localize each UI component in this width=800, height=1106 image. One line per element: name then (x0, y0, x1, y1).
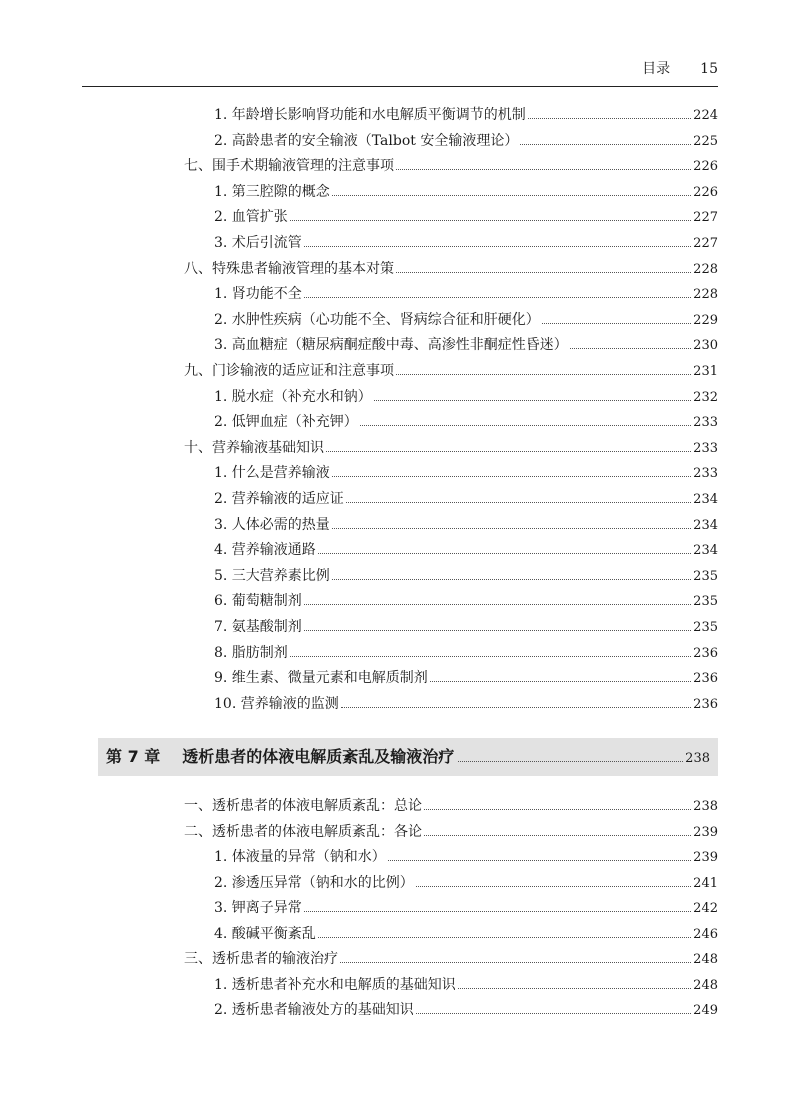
leader-dots (346, 502, 691, 503)
toc-entry-title: 1. 透析患者补充水和电解质的基础知识 (214, 976, 456, 993)
toc-entry-page: 228 (693, 287, 718, 303)
chapter-page: 238 (685, 751, 710, 766)
leader-dots (332, 195, 691, 196)
toc-subsection-entry[interactable] (214, 539, 718, 561)
leader-dots (458, 988, 691, 989)
leader-dots (396, 374, 691, 375)
toc-section-entry[interactable] (184, 437, 718, 459)
toc-entry-page: 234 (693, 492, 718, 507)
toc-entry-page: 241 (693, 875, 718, 891)
chapter-heading[interactable] (106, 744, 710, 770)
toc-entry-page: 238 (693, 799, 718, 814)
toc-section-entry[interactable] (184, 360, 718, 382)
toc-entry-title: 4. 营养输液通路 (214, 542, 316, 559)
toc-entry-title: 二、透析患者的体液电解质紊乱：各论 (184, 823, 422, 840)
leader-dots (326, 451, 691, 452)
toc-section-entry[interactable] (184, 948, 718, 970)
toc-entry-title: 3. 人体必需的热量 (214, 516, 330, 533)
toc-entry-page: 229 (693, 312, 718, 328)
toc-entry-title: 三、透析患者的输液治疗 (184, 951, 338, 967)
leader-dots (340, 962, 691, 963)
toc-entry-page: 231 (693, 364, 718, 379)
toc-subsection-entry[interactable] (214, 616, 718, 638)
toc-entry-title: 3. 高血糖症（糖尿病酮症酸中毒、高渗性非酮症性昏迷） (214, 337, 568, 354)
toc-entry-page: 233 (693, 440, 718, 456)
toc-entry-title: 7. 氨基酸制剂 (214, 619, 302, 635)
toc-entry-page: 232 (693, 389, 718, 405)
toc-entry-page: 249 (693, 1003, 718, 1018)
toc-subsection-entry[interactable] (214, 999, 718, 1021)
page-number: 15 (700, 61, 718, 77)
toc-entry-title: 十、营养输液基础知识 (184, 439, 324, 456)
leader-dots (416, 1013, 691, 1014)
toc-entry-page: 235 (693, 620, 718, 635)
toc-section-entry[interactable] (184, 155, 718, 177)
toc-entry-page: 228 (693, 261, 718, 277)
leader-dots (528, 118, 691, 119)
toc-entry-page: 233 (693, 466, 718, 482)
leader-dots (304, 911, 691, 912)
leader-dots (430, 681, 691, 682)
running-header (642, 58, 718, 78)
toc-subsection-entry[interactable] (214, 974, 718, 996)
toc-entry-title: 1. 脱水症（补充水和钠） (214, 388, 372, 405)
leader-dots (318, 937, 691, 938)
toc-entry-title: 1. 第三腔隙的概念 (214, 183, 330, 200)
toc-subsection-entry[interactable] (214, 232, 718, 254)
toc-subsection-entry[interactable] (214, 693, 718, 715)
toc-entry-title: 九、门诊输液的适应证和注意事项 (184, 363, 394, 379)
toc-entry-page: 234 (693, 543, 718, 559)
toc-entry-page: 236 (693, 696, 718, 712)
toc-subsection-entry[interactable] (214, 897, 718, 919)
chapter-title: 透析患者的体液电解质紊乱及输液治疗 (182, 747, 455, 766)
toc-subsection-entry[interactable] (214, 386, 718, 408)
toc-section-entry[interactable] (184, 821, 718, 843)
toc-subsection-entry[interactable] (214, 334, 718, 356)
toc-entry-title: 6. 葡萄糖制剂 (214, 593, 302, 610)
toc-entry-page: 236 (693, 645, 718, 661)
toc-section-entry[interactable] (184, 258, 718, 280)
leader-dots (542, 323, 691, 324)
toc-entry-page: 227 (693, 236, 718, 251)
toc-entry-title: 9. 维生素、微量元素和电解质制剂 (214, 670, 428, 687)
toc-subsection-entry[interactable] (214, 411, 718, 433)
toc-entry-page: 242 (693, 901, 718, 916)
leader-dots (570, 348, 691, 349)
toc-subsection-entry[interactable] (214, 565, 718, 587)
chapter-number: 第 7 章 (106, 747, 161, 766)
toc-entry-page: 248 (693, 952, 718, 967)
toc-entry-title: 1. 年龄增长影响肾功能和水电解质平衡调节的机制 (214, 107, 526, 123)
leader-dots (318, 553, 691, 554)
leader-dots (416, 886, 691, 887)
toc-entry-page: 226 (693, 184, 718, 200)
toc-entry-title: 八、特殊患者输液管理的基本对策 (184, 260, 394, 277)
toc-entry-title: 1. 什么是营养输液 (214, 465, 330, 482)
toc-entry-page: 224 (693, 108, 718, 123)
toc-entry-page: 246 (693, 926, 718, 942)
toc-entry-title: 8. 脂肪制剂 (214, 644, 288, 661)
leader-dots (458, 761, 683, 762)
leader-dots (520, 144, 691, 145)
leader-dots (360, 425, 691, 426)
toc-entry-page: 236 (693, 671, 718, 687)
toc-entry-page: 225 (693, 133, 718, 149)
toc-entry-title: 2. 渗透压异常（钠和水的比例） (214, 874, 414, 891)
toc-entry-title: 4. 酸碱平衡紊乱 (214, 925, 316, 942)
toc-entry-page: 230 (693, 338, 718, 354)
toc-section-entry[interactable] (184, 795, 718, 817)
toc-entry-page: 235 (693, 568, 718, 584)
toc-entry-title: 1. 肾功能不全 (214, 286, 302, 303)
toc-entry-page: 227 (693, 210, 718, 226)
toc-subsection-entry[interactable] (214, 206, 718, 228)
toc-entry-title: 2. 高龄患者的安全输液（Talbot 安全输液理论） (214, 132, 519, 149)
leader-dots (396, 272, 691, 273)
toc-subsection-entry[interactable] (214, 667, 718, 689)
toc-subsection-entry[interactable] (214, 514, 718, 536)
toc-entry-title: 3. 术后引流管 (214, 235, 302, 251)
leader-dots (332, 528, 691, 529)
leader-dots (341, 707, 691, 708)
section-label: 目录 (642, 61, 671, 77)
leader-dots (424, 835, 691, 836)
toc-subsection-entry[interactable] (214, 181, 718, 203)
toc-entry-page: 239 (693, 824, 718, 840)
toc-entry-page: 234 (693, 517, 718, 533)
toc-subsection-entry[interactable] (214, 130, 718, 152)
toc-entry-title: 2. 低钾血症（补充钾） (214, 414, 358, 431)
toc-entry-title: 3. 钾离子异常 (214, 900, 302, 916)
toc-entry-title: 1. 体液量的异常（钠和水） (214, 849, 386, 865)
leader-dots (396, 169, 691, 170)
leader-dots (290, 220, 691, 221)
toc-subsection-entry[interactable] (214, 309, 718, 331)
leader-dots (304, 246, 691, 247)
toc-entry-page: 248 (693, 977, 718, 993)
toc-entry-page: 235 (693, 594, 718, 610)
toc-subsection-entry[interactable] (214, 462, 718, 484)
leader-dots (332, 579, 691, 580)
toc-entry-page: 233 (693, 415, 718, 431)
toc-entry-title: 10. 营养输液的监测 (214, 695, 339, 712)
header-rule (82, 86, 718, 87)
toc-subsection-entry[interactable] (214, 846, 718, 868)
toc-entry-title: 一、透析患者的体液电解质紊乱：总论 (184, 798, 422, 814)
toc-entry-title: 2. 透析患者输液处方的基础知识 (214, 1002, 414, 1018)
leader-dots (388, 860, 691, 861)
toc-entry-title: 5. 三大营养素比例 (214, 567, 330, 584)
toc-entry-title: 2. 水肿性疾病（心功能不全、肾病综合征和肝硬化） (214, 311, 540, 328)
toc-subsection-entry[interactable] (214, 283, 718, 305)
leader-dots (424, 809, 691, 810)
toc-subsection-entry[interactable] (214, 590, 718, 612)
toc-subsection-entry[interactable] (214, 488, 718, 510)
toc-subsection-entry[interactable] (214, 923, 718, 945)
toc-entry-page: 239 (693, 850, 718, 865)
leader-dots (332, 476, 691, 477)
toc-entry-title: 2. 血管扩张 (214, 209, 288, 226)
toc-entry-title: 七、围手术期输液管理的注意事项 (184, 158, 394, 175)
leader-dots (374, 400, 691, 401)
toc-subsection-entry[interactable] (214, 642, 718, 664)
toc-entry-page: 226 (693, 159, 718, 175)
leader-dots (304, 630, 691, 631)
toc-subsection-entry[interactable] (214, 104, 718, 126)
toc-entry-title: 2. 营养输液的适应证 (214, 491, 344, 507)
leader-dots (290, 656, 691, 657)
leader-dots (304, 604, 691, 605)
toc-subsection-entry[interactable] (214, 872, 718, 894)
leader-dots (304, 297, 691, 298)
